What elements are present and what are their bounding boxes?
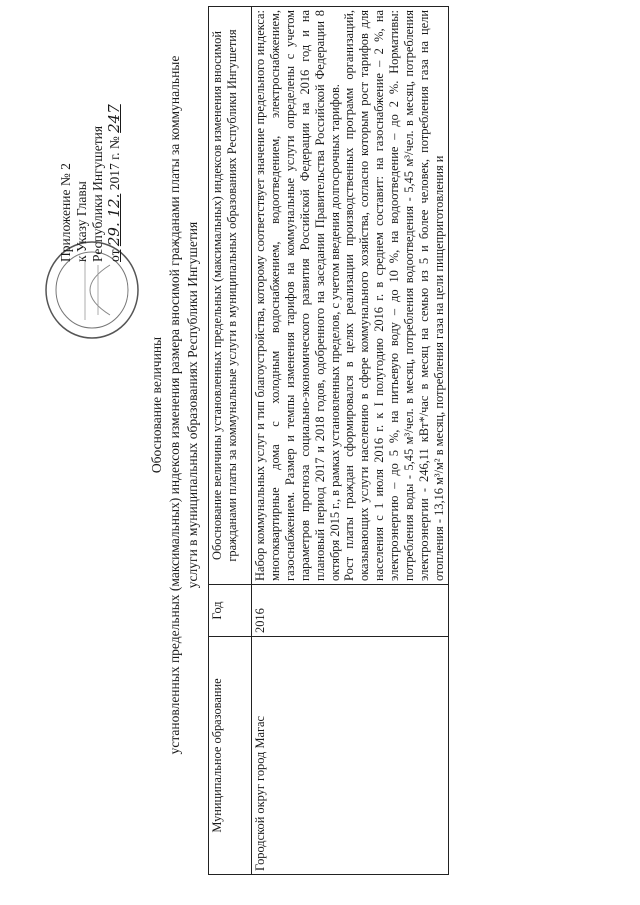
approval-line-1: Приложение № 2 bbox=[58, 163, 73, 262]
justification-table bbox=[208, 6, 449, 875]
approval-line-2: к Указу Главы bbox=[74, 181, 89, 262]
table-row bbox=[252, 7, 449, 875]
title-line-2: установленных предельных (максимальных) индексов изменения размера вносимой гражданами платы за коммунальные bbox=[167, 55, 182, 755]
header-justification: Обоснование величины установленных предельных (максимальных) индексов изменения вносимой гражданами платы за коммунальные услуги в муниципальных образованиях Республики Ингушетия bbox=[209, 7, 252, 585]
cell-year: 2016 bbox=[252, 585, 449, 637]
date-year: 2017 г. № bbox=[107, 136, 122, 191]
date-prefix: от bbox=[107, 249, 122, 262]
justification-paragraph-2: Рост платы граждан сформировался в целях реализации производственных программ организаций, оказывающих услуги населению в сфере коммунального хозяйства, согласно которым рост тарифов для населения с 1 июля 2016 г. к I полугодию 2016 г. в среднем составит: на газоснабжение – 2 %, на электроэнергию – до 5 %, на питьевую воду – до 10 %, на водоотведение – до 2 %. Нормативы: потребления воды - 5,45 м³/чел. в месяц, потребления водоотведения - 5,45 м³/чел. в месяц, потребления электроэнергии - 246,11 кВт*/час в месяц на семью из 5 и более человек, потребления газа на цели отопления - 13,16 м³/м² в месяц, потребления газа на цели пищеприготовления и bbox=[342, 10, 446, 581]
title-line-3: услуги в муниципальных образованиях Республики Ингушетия bbox=[185, 221, 200, 589]
table-header-row bbox=[209, 7, 252, 875]
approval-block bbox=[58, 22, 123, 262]
date-day: 29. 12. bbox=[105, 193, 123, 247]
header-municipality: Муниципальное образование bbox=[209, 637, 252, 875]
document-number: 247 bbox=[105, 104, 123, 133]
approval-line-3: Республики Ингушетия bbox=[90, 125, 105, 262]
cell-justification bbox=[252, 7, 449, 585]
approval-date bbox=[106, 22, 123, 262]
title-line-1: Обоснование величины bbox=[149, 336, 164, 474]
document-title bbox=[148, 55, 202, 755]
justification-paragraph-1: Набор коммунальных услуг и тип благоустройства, которому соответствует значение предельного индекса: многоквартирные дома с холодным водоснабжением, водоотведением, электроснабжением, газоснабжением. Размер и темпы изменения тарифов на коммунальные услуги определены с учетом параметров прогноза социально-экономического развития Российской Федерации на 2016 год и на плановый период 2017 и 2018 годов, одобренного на заседании Правительства Российской Федерации 8 октября 2015 г., в рамках установленных пределов, с учетом введения долгосрочных тарифов. bbox=[253, 10, 342, 581]
cell-municipality: Городской округ город Магас bbox=[252, 637, 449, 875]
header-year: Год bbox=[209, 585, 252, 637]
